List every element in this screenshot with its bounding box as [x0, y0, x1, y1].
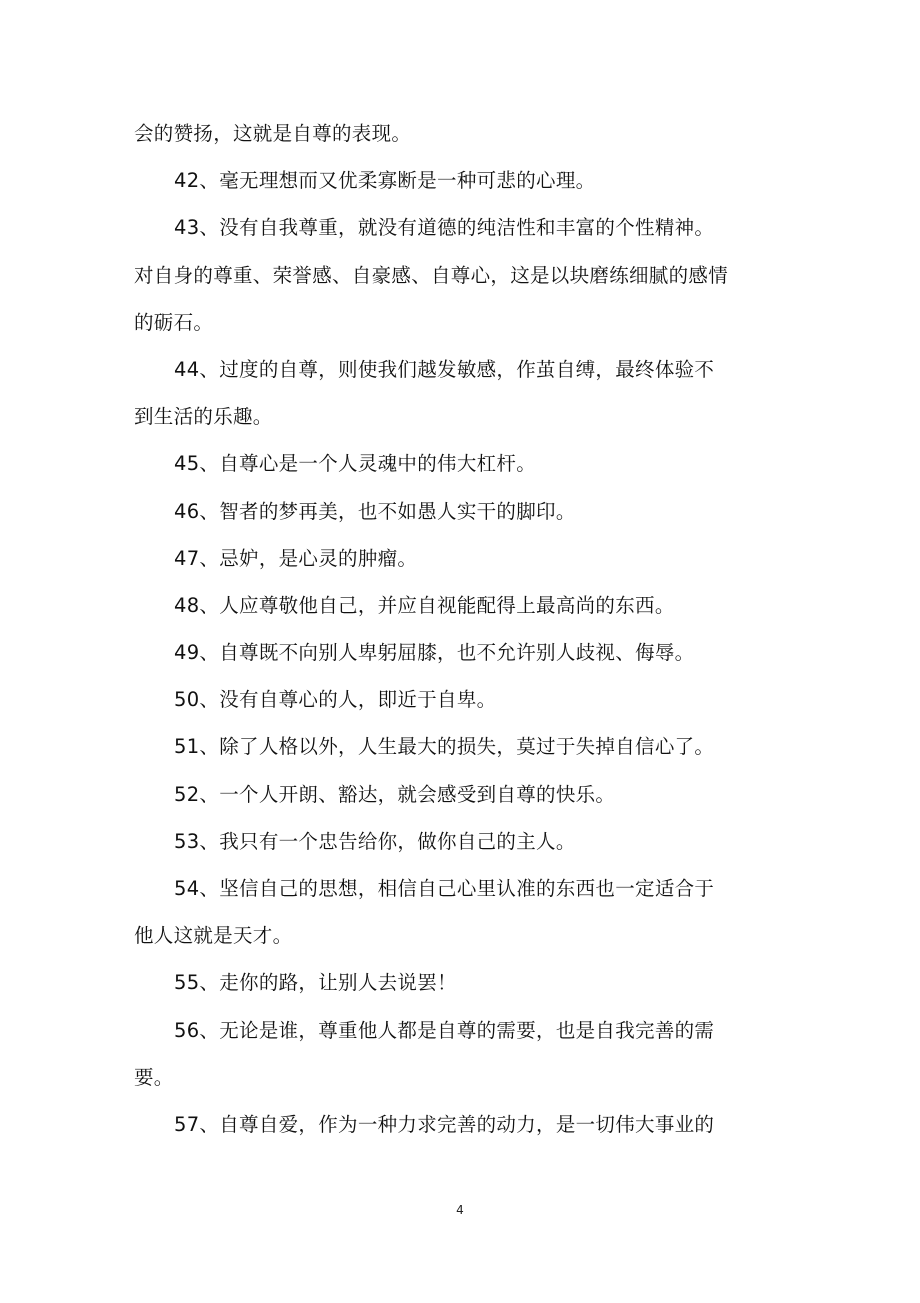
text-line: 42、毫无理想而又优柔寡断是一种可悲的心理。 [174, 169, 596, 193]
text-line: 43、没有自我尊重，就没有道德的纯洁性和丰富的个性精神。 [174, 216, 715, 240]
text-line: 46、智者的梦再美，也不如愚人实干的脚印。 [174, 499, 576, 523]
text-line: 要。 [134, 1065, 174, 1089]
document-body [134, 110, 754, 1148]
page-number: 4 [456, 1203, 464, 1217]
text-line: 52、一个人开朗、豁达，就会感受到自尊的快乐。 [174, 782, 616, 806]
text-line: 57、自尊自爱，作为一种力求完善的动力，是一切伟大事业的 [174, 1112, 715, 1136]
text-line: 44、过度的自尊，则使我们越发敏感，作茧自缚，最终体验不 [174, 357, 715, 381]
text-line: 54、坚信自己的思想，相信自己心里认准的东西也一定适合于 [174, 877, 715, 900]
text-line: 51、除了人格以外，人生最大的损失，莫过于失掉自信心了。 [174, 735, 715, 759]
text-line: 他人这就是天才。 [134, 924, 293, 948]
text-line: 的砺石。 [134, 310, 214, 334]
text-line: 会的赞扬，这就是自尊的表现。 [134, 122, 412, 145]
text-line: 对自身的尊重、荣誉感、自豪感、自尊心，这是以块磨练细腻的感情 [134, 263, 729, 287]
text-line: 48、人应尊敬他自己，并应自视能配得上最高尚的东西。 [174, 593, 675, 617]
text-line: 53、我只有一个忠告给你，做你自己的主人。 [174, 829, 576, 853]
text-line: 45、自尊心是一个人灵魂中的伟大杠杆。 [174, 452, 537, 476]
text-line: 到生活的乐趣。 [134, 405, 273, 429]
text-line: 56、无论是谁，尊重他人都是自尊的需要，也是自我完善的需 [174, 1018, 715, 1042]
text-line: 50、没有自尊心的人，即近于自卑。 [174, 688, 497, 712]
text-line: 47、忌妒，是心灵的肿瘤。 [174, 546, 418, 570]
text-line: 55、走你的路，让别人去说罢！ [174, 971, 457, 995]
text-line: 49、自尊既不向别人卑躬屈膝，也不允许别人歧视、侮辱。 [174, 641, 695, 665]
